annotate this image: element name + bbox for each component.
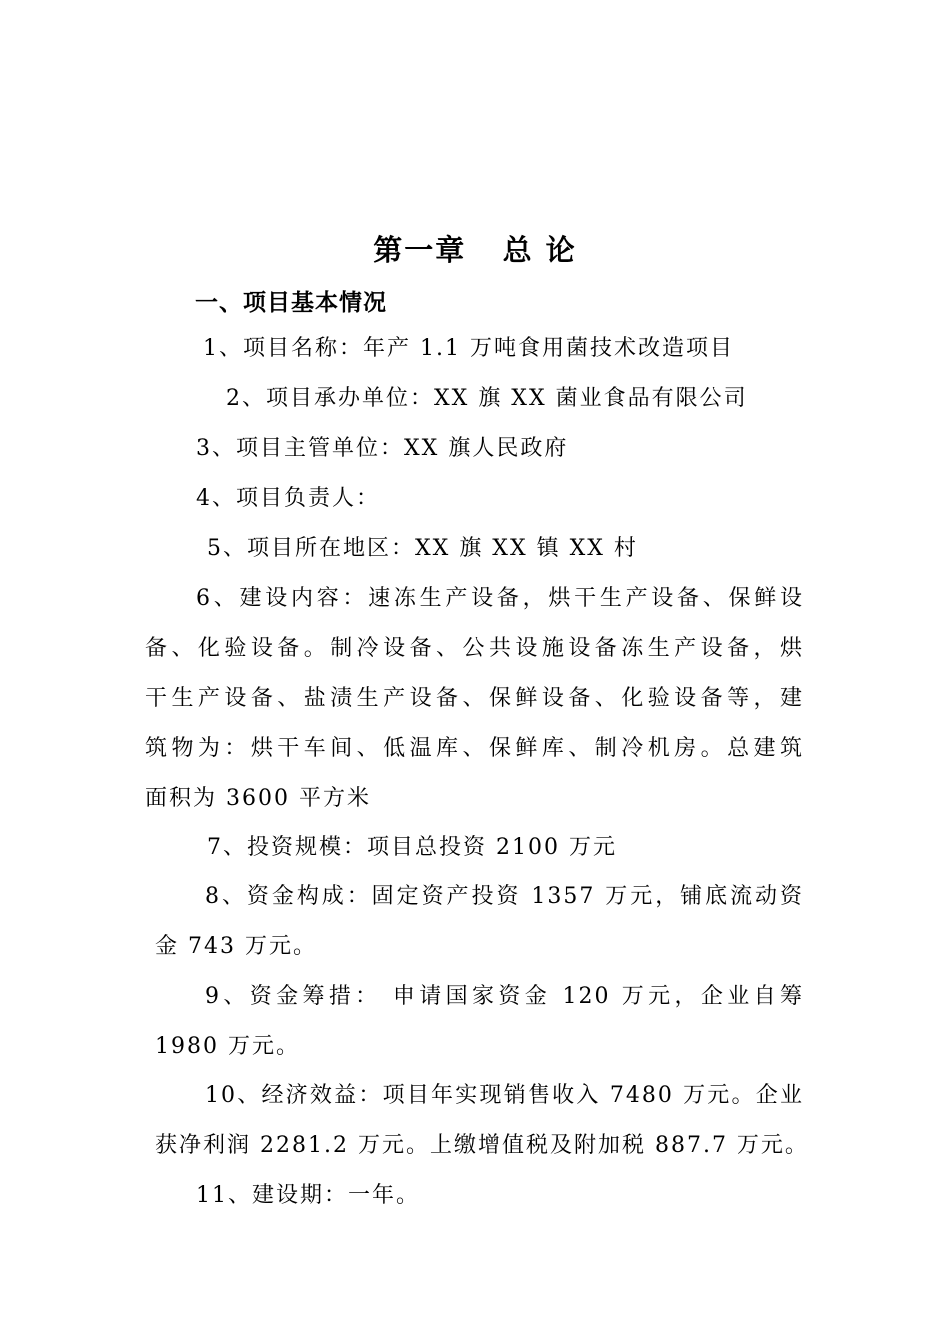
item-supervising-unit: 3、项目主管单位：XX 旗人民政府 — [196, 436, 569, 461]
item-construction-content-line: 备、化验设备。制冷设备、公共设施设备冻生产设备，烘 — [145, 636, 804, 661]
item-construction-content-line: 面积为 3600 平方米 — [145, 786, 371, 811]
item-project-name: 1、项目名称：年产 1.1 万吨食用菌技术改造项目 — [203, 336, 734, 361]
item-construction-content-line: 筑物为：烘干车间、低温库、保鲜库、制冷机房。总建筑 — [145, 736, 804, 761]
item-project-leader: 4、项目负责人： — [196, 486, 380, 511]
item-fund-raising-line: 9、资金筹措： 申请国家资金 120 万元，企业自筹 — [205, 984, 804, 1009]
item-construction-content-line: 6、建设内容：速冻生产设备，烘干生产设备、保鲜设 — [196, 586, 804, 611]
item-project-location: 5、项目所在地区：XX 旗 XX 镇 XX 村 — [207, 536, 638, 561]
section-heading: 一、项目基本情况 — [195, 290, 387, 316]
item-economic-benefit-line: 获净利润 2281.2 万元。上缴增值税及附加税 887.7 万元。 — [155, 1133, 809, 1158]
item-fund-raising-line: 1980 万元。 — [155, 1034, 300, 1059]
item-construction-period: 11、建设期：一年。 — [196, 1183, 420, 1208]
item-construction-content-line: 干生产设备、盐渍生产设备、保鲜设备、化验设备等，建 — [145, 686, 804, 711]
item-capital-structure-line: 8、资金构成：固定资产投资 1357 万元，铺底流动资 — [205, 884, 804, 909]
item-investment-scale: 7、投资规模：项目总投资 2100 万元 — [207, 835, 617, 860]
item-economic-benefit-line: 10、经济效益：项目年实现销售收入 7480 万元。企业 — [205, 1083, 804, 1108]
item-capital-structure-line: 金 743 万元。 — [155, 934, 317, 959]
chapter-title: 第一章 总 论 — [373, 233, 577, 267]
item-undertaking-unit: 2、项目承办单位：XX 旗 XX 菌业食品有限公司 — [226, 386, 748, 411]
